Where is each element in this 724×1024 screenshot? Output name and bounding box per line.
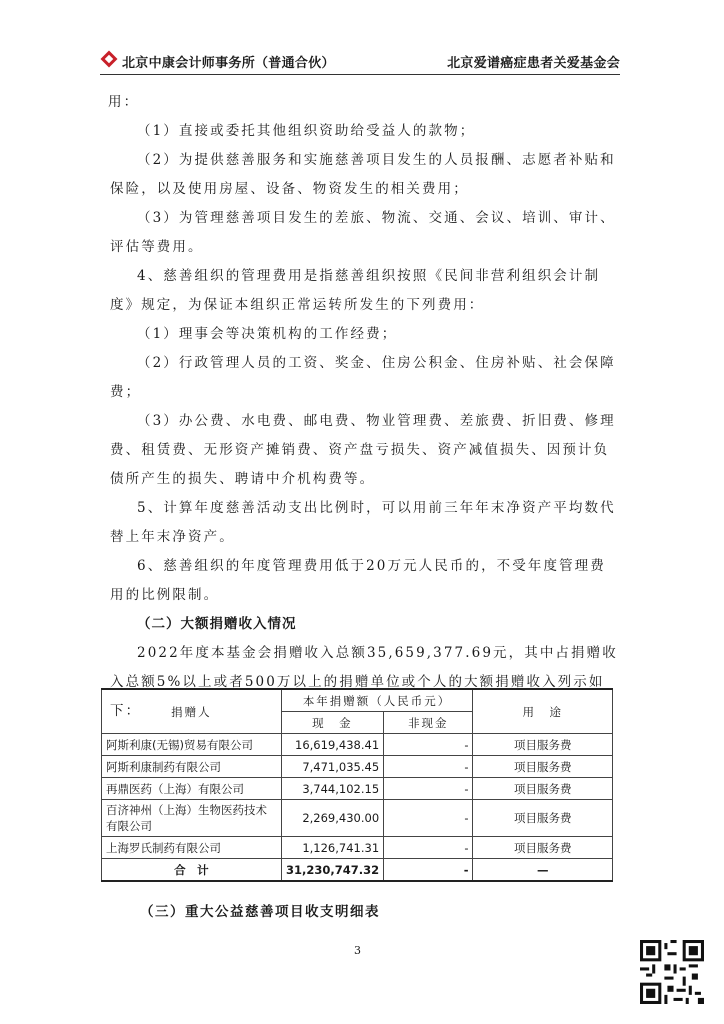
header-firm-name: 北京中康会计师事务所（普通合伙） (122, 56, 335, 71)
cash-cell: 3,744,102.15 (281, 778, 384, 800)
paragraph: （2）行政管理人员的工资、奖金、住房公积金、住房补贴、社会保障费； (110, 355, 616, 400)
noncash-cell: - (384, 756, 473, 778)
donor-cell: 上海罗氏制药有限公司 (102, 837, 282, 859)
table-row (102, 800, 613, 837)
donor-cell: 再鼎医药（上海）有限公司 (102, 778, 282, 800)
col-header-amount: 本年捐赠额（人民币元） (281, 689, 473, 712)
table-row (102, 778, 613, 800)
noncash-cell: - (384, 837, 473, 859)
total-noncash: - (384, 859, 473, 882)
paragraph: 6、慈善组织的年度管理费用低于20万元人民币的，不受年度管理费用的比例限制。 (110, 558, 606, 603)
paragraph: 用： (108, 94, 140, 110)
qr-code-icon (640, 940, 704, 1004)
noncash-cell: - (384, 800, 473, 837)
use-cell: 项目服务费 (473, 734, 613, 756)
table-row (102, 734, 613, 756)
body-paragraphs (110, 88, 618, 726)
use-cell: 项目服务费 (473, 800, 613, 837)
total-cash: 31,230,747.32 (281, 859, 384, 882)
page-header (100, 44, 620, 75)
firm-logo-icon (100, 50, 118, 68)
cash-cell: 2,269,430.00 (281, 800, 384, 837)
donor-cell: 阿斯利康(无锡)贸易有限公司 (102, 734, 282, 756)
table-row (102, 837, 613, 859)
cash-cell: 7,471,035.45 (281, 756, 384, 778)
use-cell: 项目服务费 (473, 778, 613, 800)
paragraph: （1）直接或委托其他组织资助给受益人的款物； (137, 123, 476, 139)
use-cell: 项目服务费 (473, 837, 613, 859)
paragraph: （3）为管理慈善项目发生的差旅、物流、交通、会议、培训、审计、评估等费用。 (110, 210, 616, 255)
paragraph: 5、计算年度慈善活动支出比例时，可以用前三年年末净资产平均数代替上年末净资产。 (110, 500, 616, 545)
section-title: （二）大额捐赠收入情况 (137, 616, 297, 632)
total-label: 合 计 (102, 859, 282, 882)
donation-table (101, 688, 613, 882)
donor-cell: 阿斯利康制药有限公司 (102, 756, 282, 778)
col-header-use: 用 途 (473, 689, 613, 734)
total-use: — (473, 859, 613, 882)
section-intro: 2022年度本基金会捐赠收入总额35,659,377.69元，其中占捐赠收入总额5%以上或者500万以上的捐赠单位或个人的大额捐赠收入列示如下： (110, 645, 618, 719)
paragraph: 4、慈善组织的管理费用是指慈善组织按照《民间非营利组织会计制度》规定，为保证本组织正常运转所发生的下列费用： (110, 268, 601, 313)
cash-cell: 1,126,741.31 (281, 837, 384, 859)
noncash-cell: - (384, 734, 473, 756)
noncash-cell: - (384, 778, 473, 800)
header-client-name: 北京爱谱癌症患者关爱基金会 (447, 56, 620, 71)
col-header-noncash: 非现金 (384, 712, 473, 734)
table-row (102, 756, 613, 778)
paragraph: （3）办公费、水电费、邮电费、物业管理费、差旅费、折旧费、修理费、租赁费、无形资产摊销费、资产盘亏损失、资产减值损失、因预计负债所产生的损失、聘请中介机构费等。 (110, 413, 616, 487)
paragraph: （2）为提供慈善服务和实施慈善项目发生的人员报酬、志愿者补贴和保险，以及使用房屋、设备、物资发生的相关费用； (110, 152, 616, 197)
use-cell: 项目服务费 (473, 756, 613, 778)
col-header-cash: 现 金 (281, 712, 384, 734)
page-number: 3 (354, 944, 361, 957)
col-header-donor: 捐赠人 (102, 689, 282, 734)
donor-cell: 百济神州（上海）生物医药技术有限公司 (102, 800, 282, 837)
paragraph: （1）理事会等决策机构的工作经费； (137, 326, 398, 342)
table-total-row (102, 859, 613, 882)
section-title: （三）重大公益慈善项目收支明细表 (140, 904, 380, 920)
cash-cell: 16,619,438.41 (281, 734, 384, 756)
